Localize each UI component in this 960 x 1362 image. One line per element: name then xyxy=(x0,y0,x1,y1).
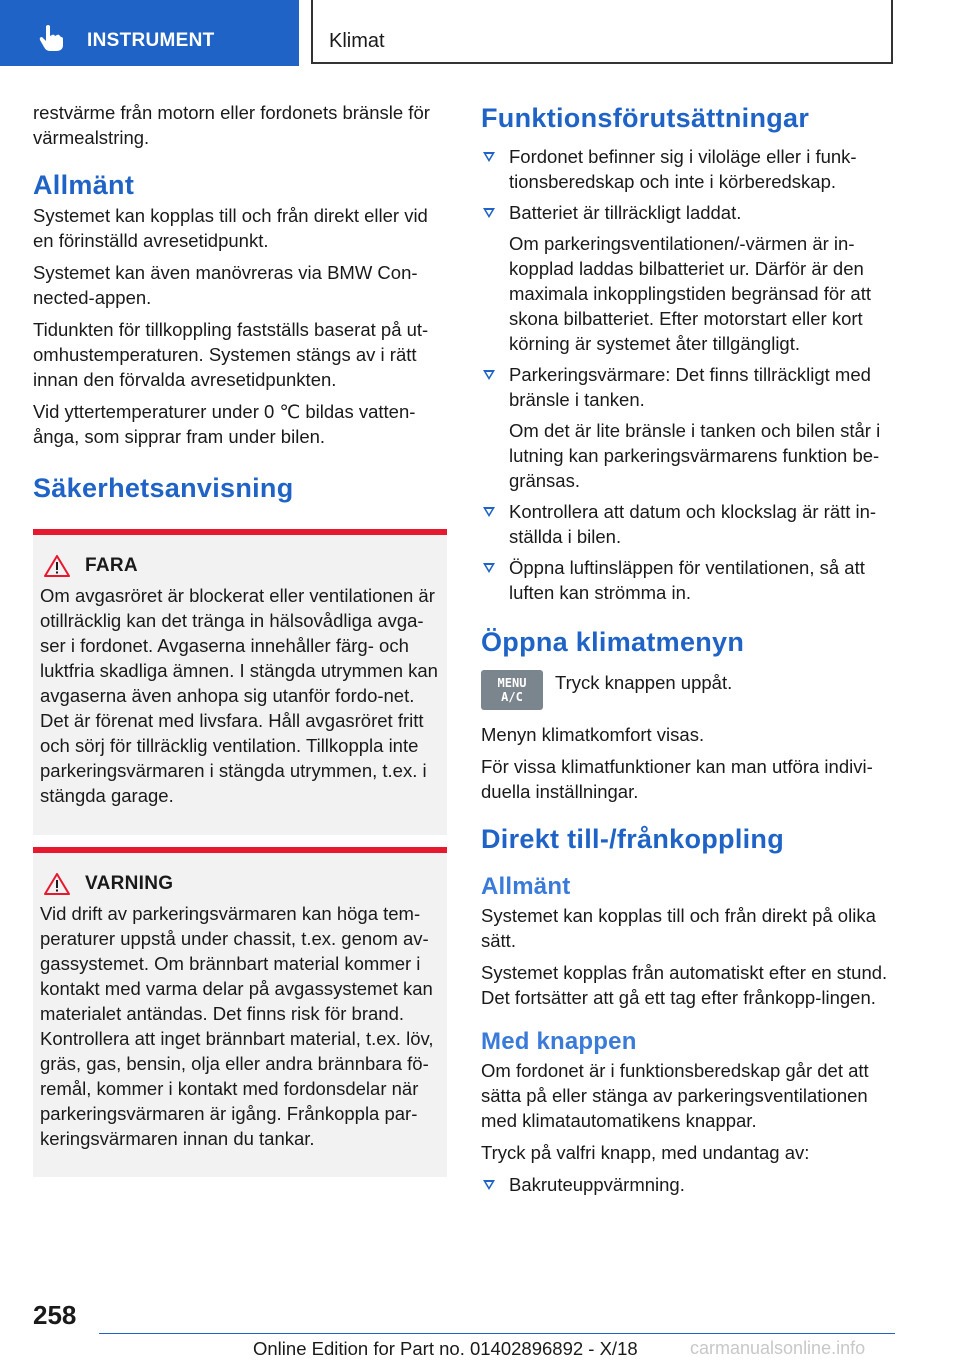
allmant-paragraph: Tidunkten för tillkoppling fastställs baserat på ut-omhustemperaturen. Systemen stängs av i rätt innan den förvalda avresetidpunkten. xyxy=(33,319,429,390)
bullet-triangle-icon xyxy=(483,507,495,517)
list-item: Öppna luftinsläppen för ventilationen, så att luften kan strömma in. xyxy=(481,555,896,605)
menu-paragraph: För vissa klimatfunktioner kan man utföra indivi-duella inställningar. xyxy=(481,756,873,802)
intro-paragraph: restvärme från motorn eller fordonets bränsle för värmealstring. xyxy=(33,102,430,148)
danger-box xyxy=(33,529,447,835)
menu-ac-button-icon: MENU A/C xyxy=(481,670,543,710)
warning-text: Vid drift av parkeringsvärmaren kan höga tem-peraturer uppstå under chassit, t.ex. genom av-gassystemet. Om brännbart material kommer i kontakt med varma delar på avgassystemet kan materialet antändas. Det finns risk för brand. Kontrollera att inget brännbart material, t.ex. löv, gräs, gas, bensin, olja eller andra brännbara fö-remål, kommer i kontakt med fordonsdelar när parkeringsvärmaren är igång. Frånkoppla par-keringsvärmaren innan du tankar. xyxy=(40,903,434,1149)
chapter-header xyxy=(311,0,893,64)
allmant-subheading: Allmänt xyxy=(481,873,571,900)
button-paragraph: Om fordonet är i funktionsberedskap går det att sätta på eller stänga av parkeringsventilationen med klimatautomatikens knappar. xyxy=(481,1060,869,1131)
menu-instruction-row xyxy=(481,670,896,710)
danger-title xyxy=(40,555,439,577)
button-subheading: Med knappen xyxy=(481,1028,637,1055)
bullet-triangle-icon xyxy=(483,152,495,162)
direct-heading: Direkt till-/frånkoppling xyxy=(481,824,785,854)
button-paragraph: Tryck på valfri knapp, med undantag av: xyxy=(481,1142,810,1163)
warning-box xyxy=(33,847,447,1177)
watermark: carmanualsonline.info xyxy=(690,1338,866,1358)
warning-label: VARNING xyxy=(85,873,174,894)
direct-paragraph: Systemet kan kopplas till och från direkt på olika sätt. xyxy=(481,905,876,951)
warning-triangle-icon xyxy=(44,555,70,577)
bullet-triangle-icon xyxy=(483,563,495,573)
list-item-note: Om parkeringsventilationen/-värmen är in-kopplad laddas bilbatteriet ur. Därför är den maximala inkopplingstiden begränsad för att skona bilbatteriet. Efter motorstart eller kort körning är systemet åter tillgängligt. xyxy=(509,233,871,354)
danger-label: FARA xyxy=(85,555,138,576)
chapter-title: Klimat xyxy=(329,30,385,52)
bullet-triangle-icon xyxy=(483,208,495,218)
warning-triangle-icon xyxy=(44,873,70,895)
section-tab-label: INSTRUMENT xyxy=(87,30,215,51)
list-item: Bakruteuppvärmning. xyxy=(481,1172,896,1197)
page-number: 258 xyxy=(33,1300,77,1330)
section-tab[interactable] xyxy=(0,0,299,66)
allmant-paragraph: Systemet kan även manövreras via BMW Con-nected-appen. xyxy=(33,262,418,308)
bullet-triangle-icon xyxy=(483,370,495,380)
list-item: Batteriet är tillräckligt laddat. Om parkeringsventilationen/-värmen är in-kopplad laddas bilbatteriet ur. Därför är den maximala inkopplingstiden begränsad för att skona bilbatteriet. Efter motorstart eller kort körning är systemet åter tillgängligt. xyxy=(481,200,896,356)
menu-instruction: Tryck knappen uppåt. xyxy=(555,672,733,693)
hand-pointer-icon xyxy=(38,24,64,52)
allmant-paragraph: Vid yttertemperaturer under 0 ℃ bildas vatten-ånga, som sipprar fram under bilen. xyxy=(33,401,416,447)
warning-title xyxy=(40,873,439,895)
list-item: Kontrollera att datum och klockslag är rätt in-ställda i bilen. xyxy=(481,499,896,549)
direct-paragraph: Systemet kopplas från automatiskt efter en stund. Det fortsätter att gå ett tag efter frånkopp-lingen. xyxy=(481,962,888,1008)
allmant-heading: Allmänt xyxy=(33,170,135,200)
footer-divider xyxy=(99,1333,895,1334)
prereq-heading: Funktionsförutsättningar xyxy=(481,103,810,133)
list-item-note: Om det är lite bränsle i tanken och bilen står i lutning kan parkeringsvärmarens funktion be-gränsas. xyxy=(509,420,881,491)
list-item: Fordonet befinner sig i viloläge eller i funk-tionsberedskap och inte i körberedskap. xyxy=(481,144,896,194)
left-column xyxy=(33,100,447,504)
open-menu-heading: Öppna klimatmenyn xyxy=(481,627,745,657)
right-column xyxy=(481,103,896,1203)
menu-paragraph: Menyn klimatkomfort visas. xyxy=(481,724,705,745)
button-list xyxy=(481,1172,896,1197)
list-item: Parkeringsvärmare: Det finns tillräckligt med bränsle i tanken. Om det är lite bränsle i tanken och bilen står i lutning kan parkeringsvärmarens funktion be-gränsas. xyxy=(481,362,896,493)
prereq-list xyxy=(481,144,896,605)
safety-heading: Säkerhetsanvisning xyxy=(33,473,294,503)
edition-text: Online Edition for Part no. 01402896892 - X/18 xyxy=(253,1338,638,1359)
bullet-triangle-icon xyxy=(483,1180,495,1190)
allmant-paragraph: Systemet kan kopplas till och från direkt eller vid en förinställd avresetidpunkt. xyxy=(33,205,428,251)
danger-text: Om avgasröret är blockerat eller ventilationen är otillräcklig kan det tränga in hälsovådliga avga-ser i fordonet. Avgaserna innehåller färg- och luktfria skadliga ämnen. I stängda utrymmen kan avgaserna även anhopa sig utanför fordo-net. Det är förenat med livsfara. Håll avgasröret fritt och sörj för tillräcklig ventilation. Tillkoppla inte parkeringsvärmaren i stängda utrymmen, t.ex. i stängda garage. xyxy=(40,585,438,806)
